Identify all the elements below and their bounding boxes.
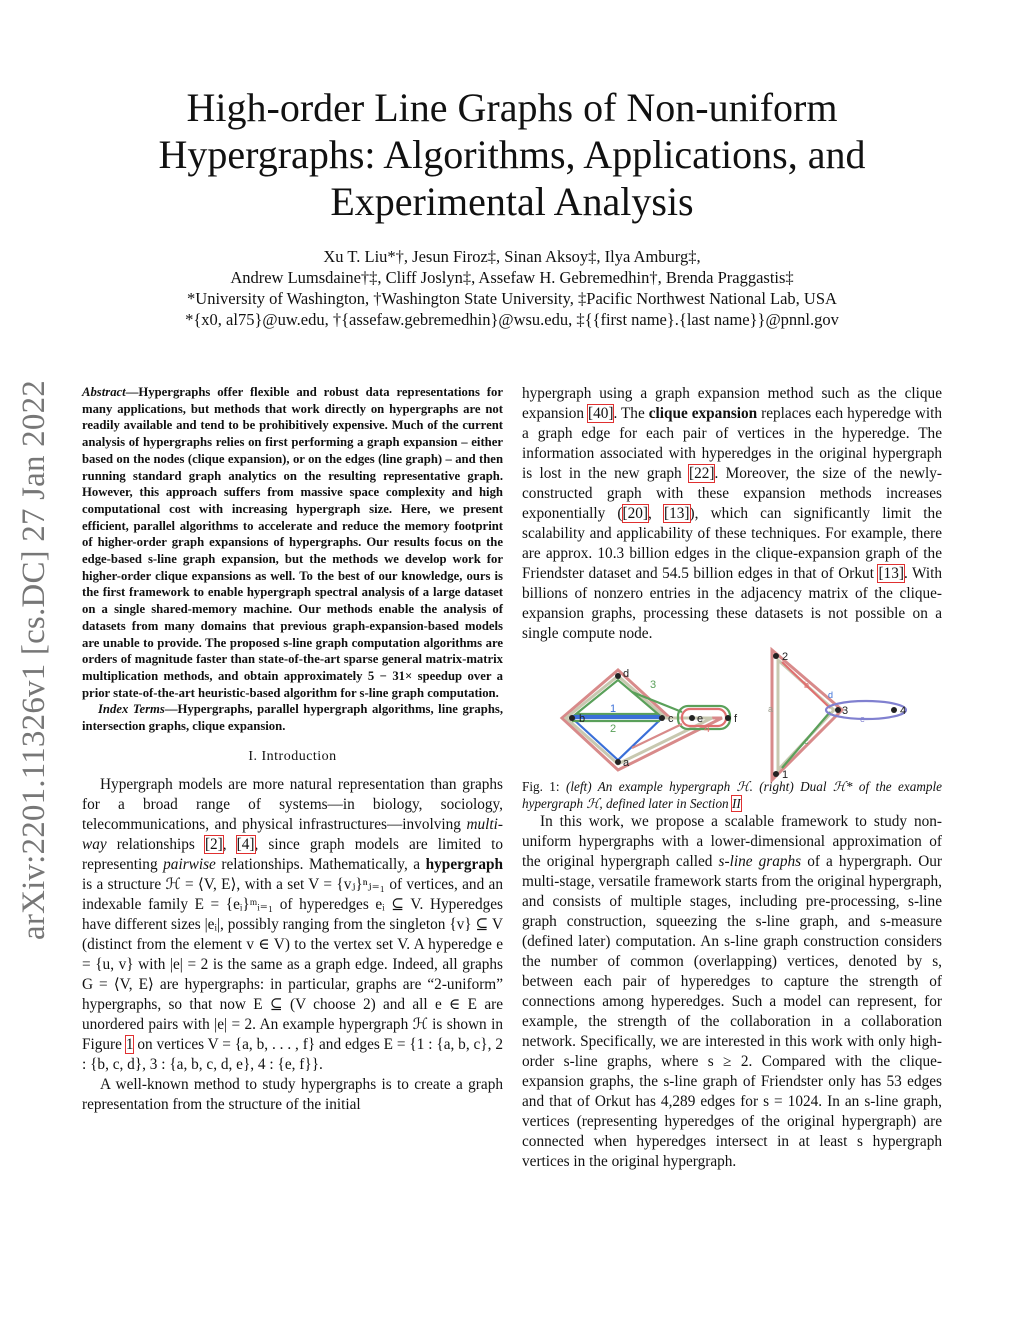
vertex-b: [569, 715, 575, 721]
text-span: . The: [613, 405, 649, 422]
author-block: [60, 246, 964, 330]
text-span: clique expansion: [648, 405, 758, 422]
edge-label: d: [828, 690, 834, 700]
text-span: on vertices V = {a, b, . . . , f} and edges E = {1 : {a, b, c}, 2 : {b, c, d}, 3 : {a, b, c, d, e}, 4 : {e, f}}.: [82, 1035, 503, 1073]
citation-link[interactable]: [2]: [204, 835, 223, 853]
text-span: is a structure ℋ = ⟨V, E⟩, with a set V = {vⱼ}ⁿⱼ₌₁ of vertices, and an indexable family E = {eᵢ}ᵐᵢ₌₁ of hyperedges eᵢ ⊆ V. Hyperedges have different sizes |eᵢ|, possibly ranging from the singleton {v} ⊆ V (distinct from the element v ∈ V) to the vertex set V. A hyperedge e = {u, v} with |e| = 2 is the same as a graph edge. Indeed, all graphs G = ⟨V, E⟩ are hypergraphs: in particular, graphs are “2-uniform” hypergraphs, so that now E ⊆ (V choose 2) and all e ∈ E are unordered pairs with |e| = 2. An example hypergraph ℋ is shown in Figure: [82, 875, 503, 1053]
citation-link[interactable]: [4]: [236, 835, 255, 853]
vertex-label: e: [697, 713, 704, 725]
intro-paragraph: [82, 775, 503, 1075]
vertex-c: [659, 715, 665, 721]
vertex-label: b: [579, 713, 586, 725]
vertex-label: f: [734, 713, 738, 725]
caption-label: Fig. 1:: [522, 779, 566, 794]
arxiv-stamp: arXiv:2201.11326v1 [cs.DC] 27 Jan 2022: [16, 380, 52, 940]
left-column: [82, 384, 503, 1115]
vertex-f: [725, 715, 731, 721]
edge-label: 1: [610, 703, 617, 715]
figure-link[interactable]: 1: [125, 1035, 134, 1053]
text-span: ,: [648, 505, 665, 522]
title-line: Experimental Analysis: [330, 179, 694, 224]
abstract-text: —Hypergraphs offer flexible and robust data representations for many applications, but methods that work directly on hypergraphs are not readily available and tend to be prohibitively expensive. Much of the current analysis of hypergraphs relies on first performing a graph expansion – either based on the nodes (clique expansion), or on the edges (line graph) – and then running standard graph analytics on the resulting representative graph. However, this approach suffers from massive space complexity and high computational cost with increasing hypergraph size. Here, we present efficient, parallel algorithms to accelerate and reduce the memory footprint of higher-order graph expansions of hypergraphs. Our results focus on the edge-based s-line graph expansion, but the methods we develop work for higher-order clique expansions as well. To the best of our knowledge, ours is the first framework to enable hypergraph spectral analysis of a large dataset on a single shared-memory machine. Our methods enable the analysis of datasets from many domains that previous graph-expansion-based models are unable to provide. The proposed s-line graph computation algorithms are orders of magnitude faster than state-of-the-art sparse general matrix-matrix multiplication methods, and obtain approximately 5 − 31× speedup over a prior state-of-the-art heuristic-based algorithm for s-line graph computation.: [82, 385, 503, 700]
text-span: ), which can significantly limit the scalability and applicability of these techniques. For example, there are approx. 10.3 billion edges in the clique-expansion graph of the Friendster dataset and 54.5 billion edges in that of Orkut: [522, 505, 942, 582]
vertex-2: [773, 653, 779, 659]
vertex-label: 1: [782, 769, 789, 781]
text-span: multi-way: [82, 815, 503, 853]
intro-paragraph: A well-known method to study hypergraphs is to create a graph representation from the structure of the initial: [82, 1075, 503, 1113]
text-span: ,: [222, 835, 237, 853]
text-span: relationships: [106, 835, 205, 853]
citation-link[interactable]: [13]: [664, 505, 690, 522]
hypergraph-diagram: [522, 640, 942, 790]
edge-label: 3: [650, 679, 657, 691]
text-span: hypergraph: [425, 855, 503, 873]
vertex-label: 2: [782, 651, 789, 663]
edge-label: a: [768, 704, 774, 714]
text-span: replaces each hyperedge with a graph edge for each pair of vertices in the hyperedge. The information associated with hyperedges in the original hypergraph is lost in the new graph: [522, 405, 942, 482]
abstract-label: Abstract: [82, 385, 126, 399]
vertex-e: [689, 715, 695, 721]
hypergraph-left: [562, 670, 730, 770]
edge-label: e: [860, 714, 866, 724]
vertex-label: a: [623, 757, 630, 769]
body-paragraph: [522, 384, 942, 644]
figure-1: [522, 651, 942, 781]
edge-label: b: [804, 680, 810, 690]
index-terms-text: —Hypergraphs, parallel hypergraph algorithms, line graphs, intersection graphs, clique expansion.: [82, 702, 503, 734]
edge-label: 2: [610, 723, 617, 735]
text-span: . With billions of nonzero entries in the adjacency matrix of the clique-expansion graphs, processing these datasets is not possible on a single compute node.: [522, 565, 942, 642]
author-line: Andrew Lumsdaine†‡, Cliff Joslyn‡, Assefaw H. Gebremedhin†, Brenda Praggastis‡: [230, 268, 794, 287]
vertex-label: 4: [900, 705, 907, 717]
title-line: Hypergraphs: Algorithms, Applications, and: [158, 132, 866, 177]
vertex-d: [615, 673, 621, 679]
title-line: High-order Line Graphs of Non-uniform: [186, 85, 838, 130]
edge-label: 4: [704, 723, 711, 735]
citation-link[interactable]: [22]: [688, 465, 715, 482]
citation-link[interactable]: [40]: [587, 405, 614, 422]
dual-hypergraph-right: [772, 650, 906, 780]
vertex-a: [615, 759, 621, 765]
body-paragraph: [522, 812, 942, 1172]
section-heading: I. Introduction: [248, 748, 337, 764]
text-span: of a hypergraph. Our multi-stage, versatile framework starts from the original hypergraph, and consists of multiple stages, including pre-processing, s-line graph construction, squeezing the s-line graph, and s-measure (defined later) computation. An s-line graph construction considers the number of common (overlapping) vertices, denoted by s, between each pair of hyperedges to capture the strength of connections among hyperedges. Such a model can represent, for example, the strength of the collaboration in a collaboration network. Specifically, we are interested in this work with only high-order s-line graphs, where s ≥ 2. Compared with the clique-expansion graphs, the s-line graph of Friendster only has 53 edges and that of Orkut has 4,289 edges for s = 1024. In an s-line graph, vertices (representing hyperedges of the original hypergraph) are connected when hyperedges intersect in at least s hypergraph vertices in the original hypergraph.: [522, 853, 942, 1170]
vertex-label: 3: [842, 705, 849, 717]
caption-text: (left) An example hypergraph ℋ. (right) Dual ℋ* of the example hypergraph ℋ, defined later in Section: [522, 779, 942, 811]
vertex-1: [773, 771, 779, 777]
vertex-label: d: [623, 668, 630, 680]
edge-label: c: [804, 736, 809, 746]
text-span: s-line graphs: [718, 853, 802, 870]
index-terms: [82, 701, 503, 734]
author-line: Xu T. Liu*†, Jesun Firoz‡, Sinan Aksoy‡, Ilya Amburg‡,: [323, 247, 701, 266]
text-span: hypergraph using a graph expansion method such as the clique expansion: [522, 385, 942, 422]
right-column: [522, 384, 942, 1172]
emails: *{x0, al75}@uw.edu, †{assefaw.gebremedhin}@wsu.edu, ‡{{first name}.{last name}}@pnnl.gov: [185, 310, 839, 329]
text-span: In this work, we propose a scalable framework to study non-uniform hypergraphs with a lower-dimensional approximation of the original hypergraph called: [522, 813, 942, 870]
abstract: [82, 384, 503, 701]
text-span: relationships. Mathematically, a: [215, 855, 426, 873]
vertex-3: [835, 707, 841, 713]
vertex-4: [891, 707, 897, 713]
vertex-label: c: [668, 713, 674, 725]
text-span: Hypergraph models are more natural representation than graphs for a broad range of systems—in biology, sociology, telecommunications, and physical infrastructures—involving: [82, 775, 503, 833]
text-span: . Moreover, the size of the newly-constructed graph with these expansion methods increases exponentially (: [522, 465, 942, 522]
text-span: pairwise: [163, 855, 216, 873]
index-terms-label: Index Terms: [98, 702, 165, 717]
affiliations: *University of Washington, †Washington State University, ‡Pacific Northwest National Lab, USA: [187, 289, 837, 308]
section-link[interactable]: II: [731, 796, 741, 811]
citation-link[interactable]: [20]: [622, 505, 649, 522]
paper-title: [100, 84, 924, 225]
citation-link[interactable]: [13]: [878, 565, 904, 582]
text-span: , since graph models are limited to representing: [82, 835, 504, 873]
